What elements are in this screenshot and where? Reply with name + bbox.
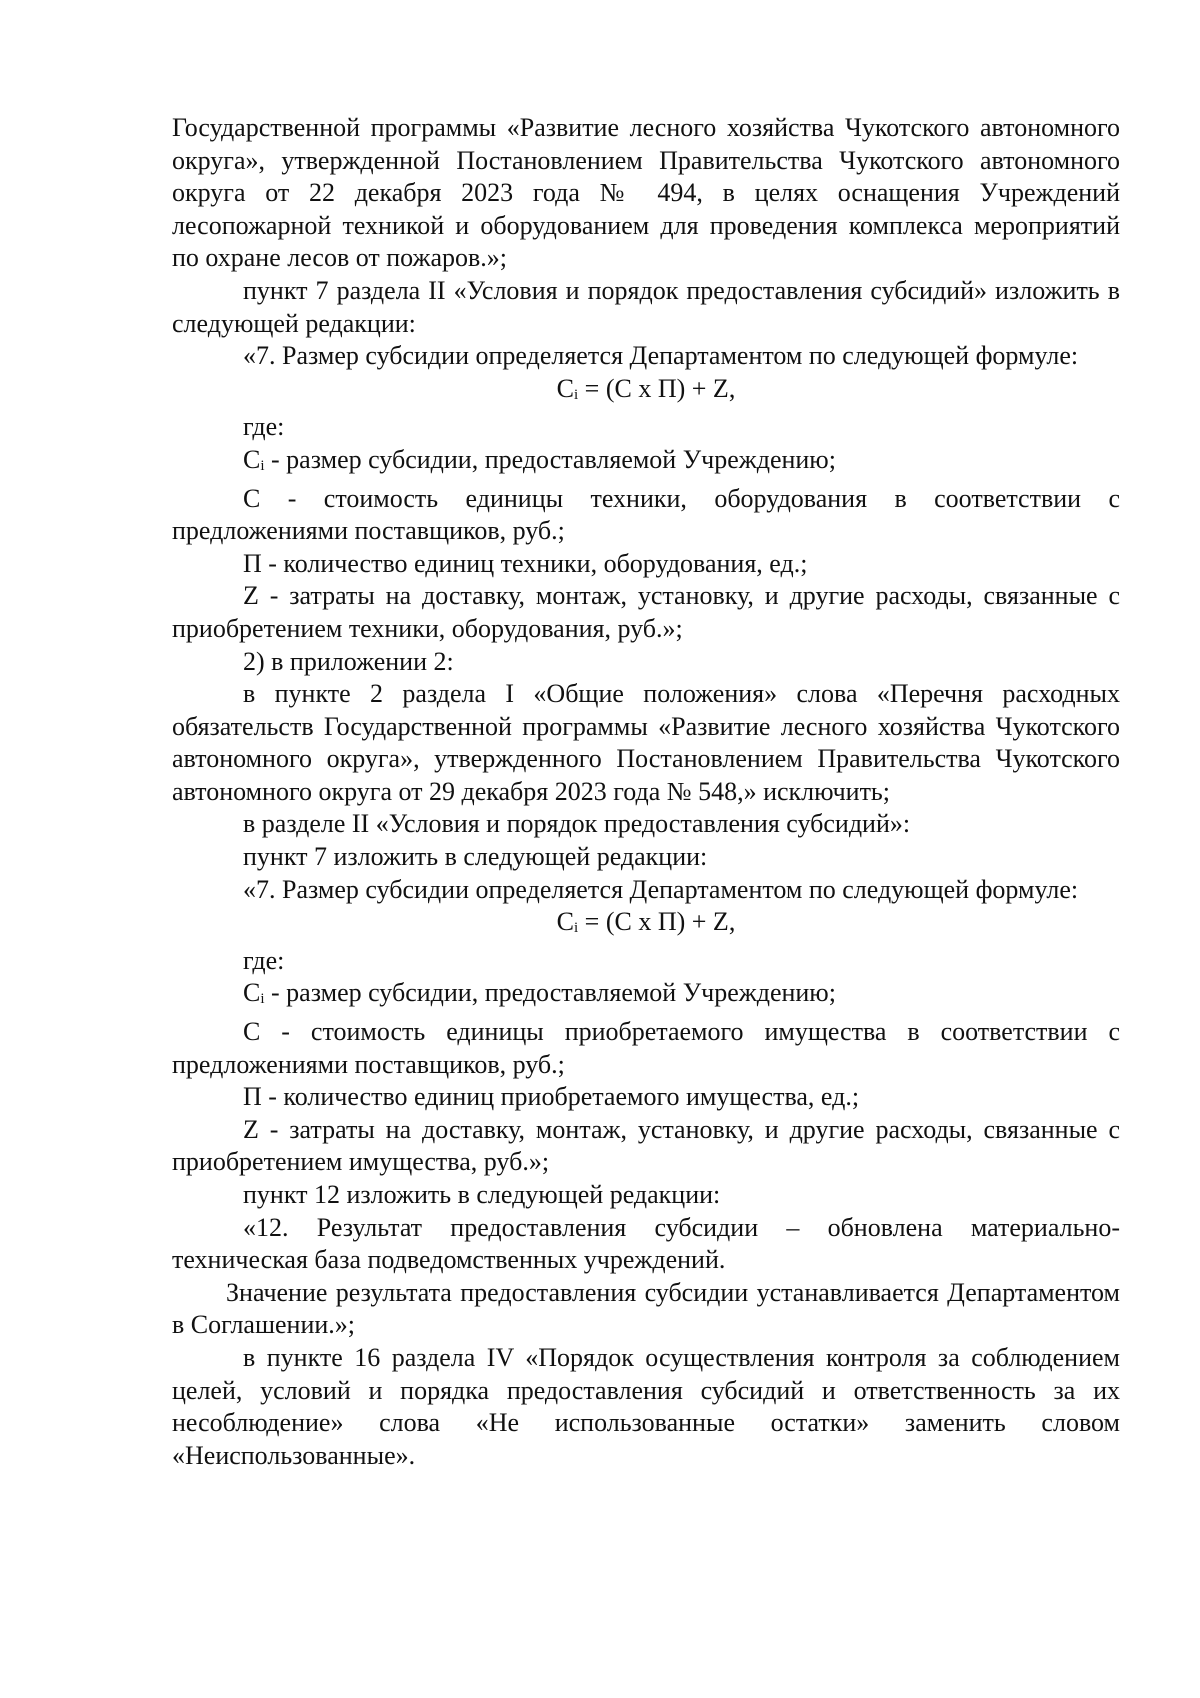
paragraph: пункт 12 изложить в следующей редакции: <box>243 1180 721 1209</box>
paragraph: где: <box>243 945 285 975</box>
definition-symbol: C <box>243 444 261 474</box>
formula <box>172 373 1120 412</box>
formula-rhs: = (С х П) + Z, <box>578 373 736 403</box>
formula-subscript: i <box>574 920 579 937</box>
definition-line <box>172 444 1120 483</box>
definition-subscript: i <box>260 991 265 1008</box>
definition-text: - размер субсидии, предоставляемой Учреждению; <box>264 444 836 474</box>
paragraph: в пункте 16 раздела IV «Порядок осуществления контроля за соблюдением целей, условий и порядка предоставления субсидий и ответственность за их несоблюдение» слова «Не использованные остатки» заменить словом «Неиспользованные». <box>172 1342 1120 1470</box>
paragraph: пункт 7 раздела II «Условия и порядок предоставления субсидий» изложить в следующей редакции: <box>172 275 1120 338</box>
definition-line <box>172 977 1120 1016</box>
formula-subscript: i <box>574 386 579 403</box>
definition-subscript: i <box>260 457 265 474</box>
formula-lhs: C <box>556 373 574 403</box>
definition-text: - размер субсидии, предоставляемой Учреждению; <box>264 978 836 1008</box>
formula-lhs: C <box>556 907 574 937</box>
definition-symbol: C <box>243 978 261 1008</box>
paragraph: С - стоимость единицы техники, оборудования в соответствии с предложениями поставщиков, руб.; <box>172 483 1120 546</box>
paragraph: Z - затраты на доставку, монтаж, установку, и другие расходы, связанные с приобретением имущества, руб.»; <box>172 1114 1120 1177</box>
paragraph: Z - затраты на доставку, монтаж, установку, и другие расходы, связанные с приобретением техники, оборудования, руб.»; <box>172 581 1120 643</box>
paragraph: в разделе II «Условия и порядок предоставления субсидий»: <box>243 809 911 839</box>
paragraph: Значение результата предоставления субсидии устанавливается Департаментом в Соглашении.»; <box>172 1277 1120 1340</box>
paragraph: П - количество единиц приобретаемого имущества, ед.; <box>243 1082 860 1112</box>
paragraph: С - стоимость единицы приобретаемого имущества в соответствии с предложениями поставщиков, руб.; <box>172 1017 1120 1079</box>
document-body <box>172 112 1120 1472</box>
paragraph: пункт 7 изложить в следующей редакции: <box>243 842 708 872</box>
paragraph: «7. Размер субсидии определяется Департаментом по следующей формуле: <box>243 874 1079 904</box>
paragraph: «12. Результат предоставления субсидии – обновлена материально-техническая база подведомственных учреждений. <box>172 1212 1120 1275</box>
paragraph: П - количество единиц техники, оборудования, ед.; <box>243 548 808 578</box>
paragraph: в пункте 2 раздела I «Общие положения» слова «Перечня расходных обязательств Государственной программы «Развитие лесного хозяйства Чукотского автономного округа», утвержденного Постановлением Правительства Чукотского автономного округа от 29 декабря 2023 года № 548,» исключить; <box>172 679 1120 806</box>
formula <box>172 906 1120 945</box>
formula-rhs: = (С х П) + Z, <box>578 907 736 937</box>
paragraph: «7. Размер субсидии определяется Департаментом по следующей формуле: <box>243 341 1079 371</box>
paragraph: Государственной программы «Развитие лесного хозяйства Чукотского автономного округа», утвержденной Постановлением Правительства Чукотского автономного округа от 22 декабря 2023 года № 494, в целях оснащения Учреждений лесопожарной техникой и оборудованием для проведения комплекса мероприятий по охране лесов от пожаров.»; <box>172 113 1120 273</box>
paragraph: 2) в приложении 2: <box>243 646 454 676</box>
paragraph: где: <box>243 412 285 442</box>
